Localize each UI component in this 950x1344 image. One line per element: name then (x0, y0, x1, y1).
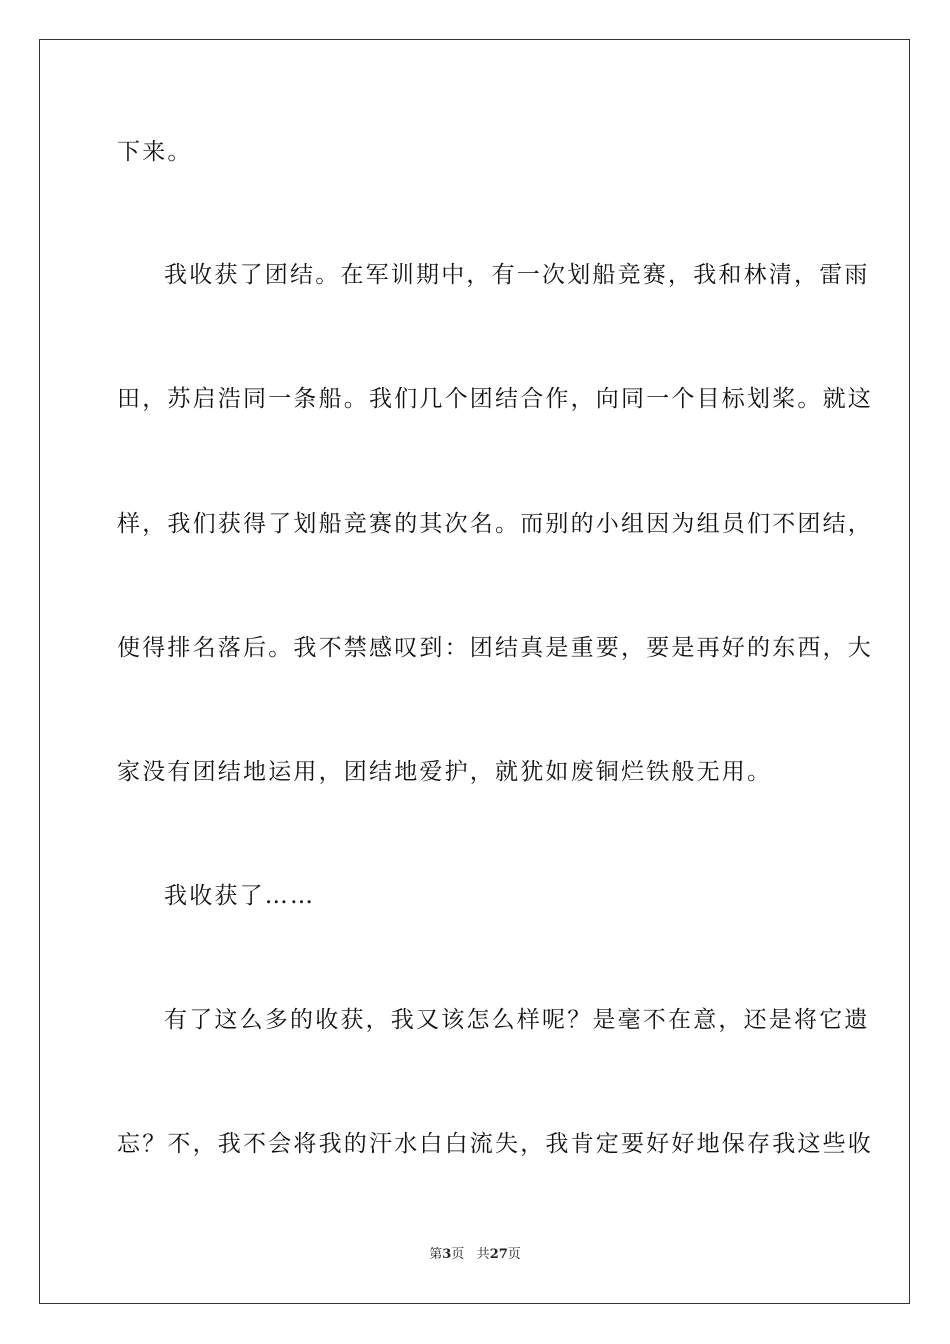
total-prefix: 共 (476, 1247, 490, 1262)
text-line-9: 忘？不，我不会将我的汗水白白流失，我肯定要好好地保存我这些收 (117, 1131, 873, 1157)
page-footer (0, 1246, 950, 1264)
text-line-3: 田，苏启浩同一条船。我们几个团结合作，向同一个目标划桨。就这 (117, 386, 873, 412)
total-suffix: 页 (507, 1247, 521, 1262)
text-line-1: 下来。 (117, 139, 193, 165)
page-suffix: 页 (451, 1247, 465, 1262)
text-line-6: 家没有团结地运用，团结地爱护，就犹如废铜烂铁般无用。 (117, 759, 773, 785)
text-line-4: 样，我们获得了划船竞赛的其次名。而别的小组因为组员们不团结， (117, 511, 873, 537)
text-line-7: 我收获了…… (164, 883, 316, 909)
total-pages: 27 (489, 1247, 508, 1262)
page-number: 3 (442, 1247, 452, 1262)
text-line-2: 我收获了团结。在军训期中，有一次划船竞赛，我和林清，雷雨 (164, 262, 870, 288)
page-prefix: 第 (429, 1247, 443, 1262)
page-border (39, 39, 910, 1304)
text-line-8: 有了这么多的收获，我又该怎么样呢？是毫不在意，还是将它遗 (164, 1007, 870, 1033)
text-line-5: 使得排名落后。我不禁感叹到：团结真是重要，要是再好的东西，大 (117, 635, 873, 661)
